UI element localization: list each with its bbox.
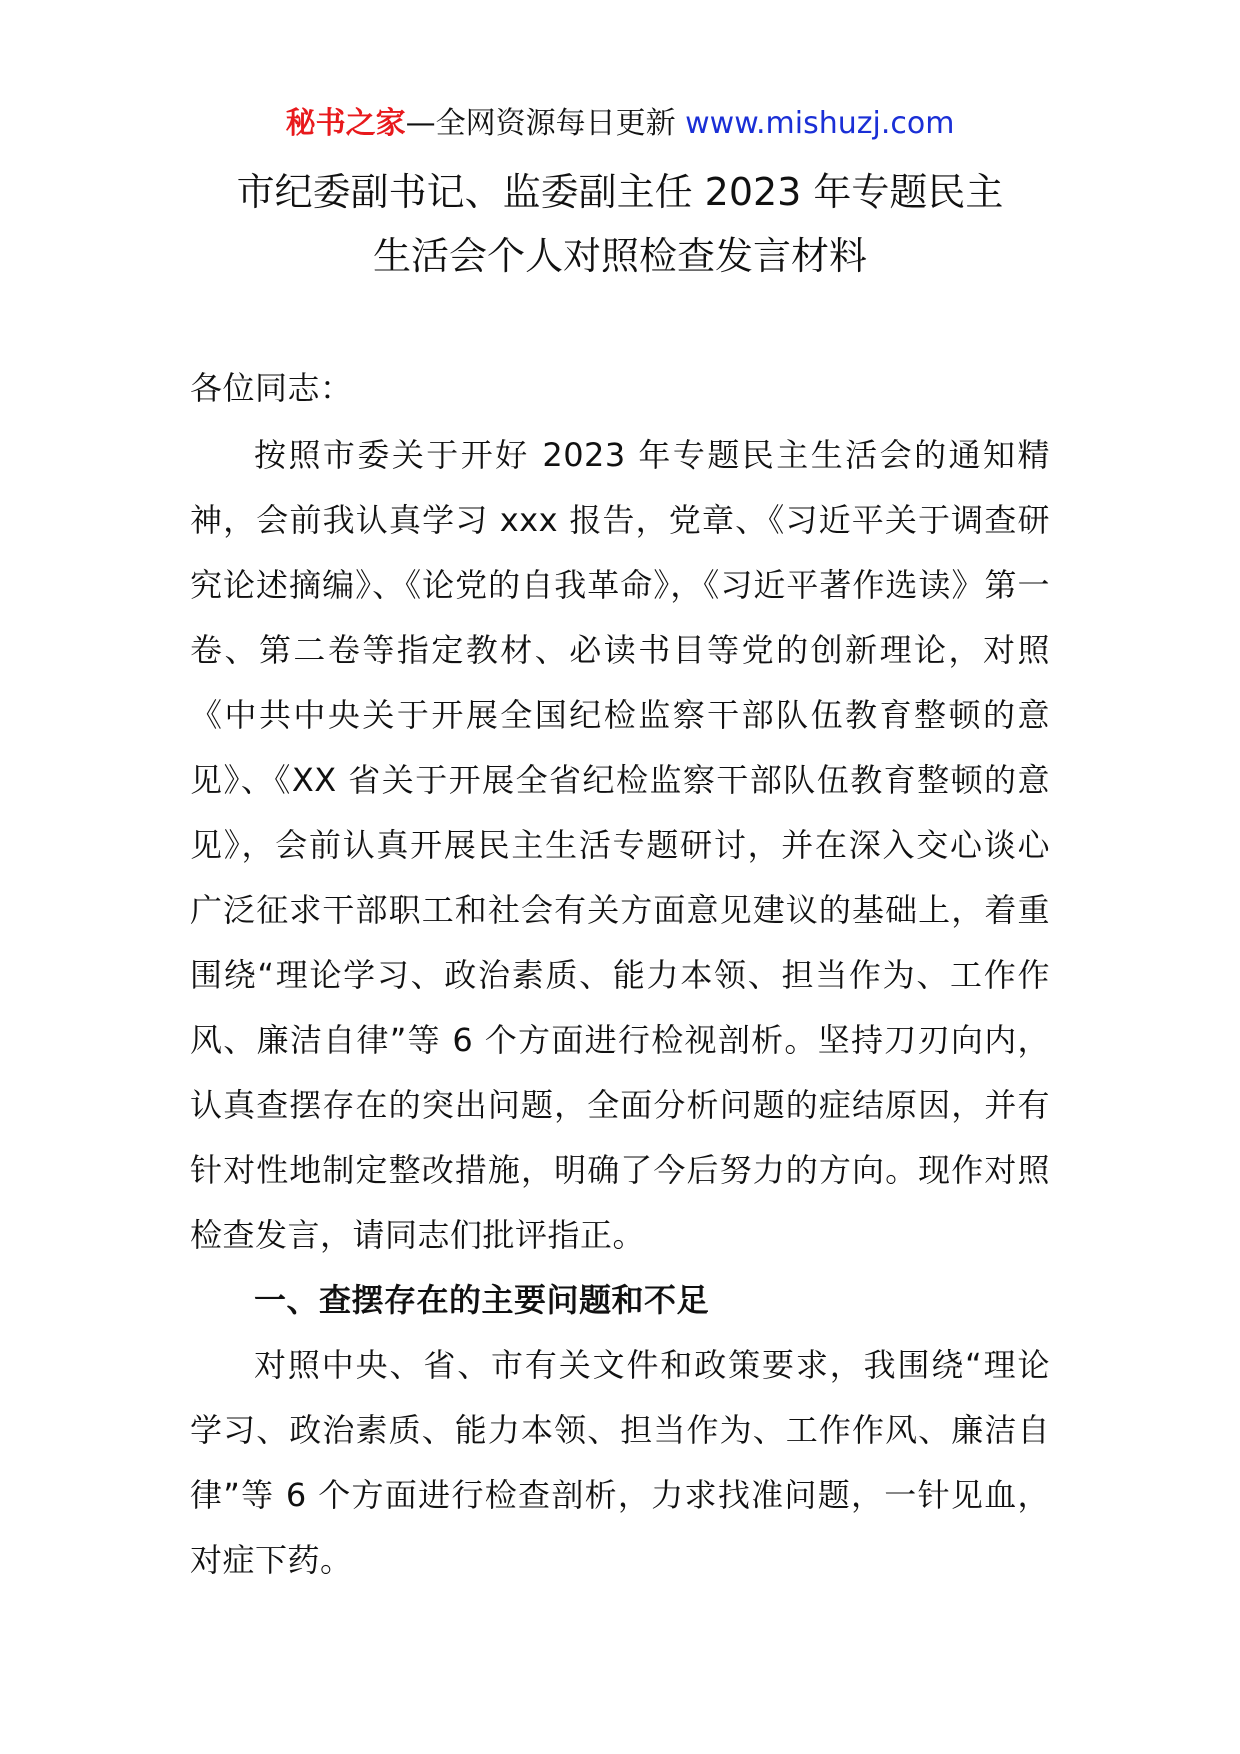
document-title-line-2: 生活会个人对照检查发言材料 xyxy=(372,234,867,278)
body-paragraph: 按照市委关于开好 2023 年专题民主生活会的通知精神，会前我认真学习 xxx 报告，党章、《习近平关于调查研究论述摘编》、《论党的自我革命》，《习近平著作选读》第一卷、第二卷等指定教材、必读书目等党的创新理论，对照《中共中央关于开展全国纪检监察干部队伍教育整顿的意见》、《XX 省关于开展全省纪检监察干部队伍教育整顿的意见》，会前认真开展民主生活专题研讨，并在深入交心谈心广泛征求干部职工和社会有关方面意见建议的基础上，着重围绕“理论学习、政治素质、能力本领、担当作为、工作作风、廉洁自律”等 6 个方面进行检视剖析。坚持刀刃向内，认真查摆存在的突出问题，全面分析问题的症结原因，并有针对性地制定整改措施，明确了今后努力的方向。现作对照检查发言，请同志们批评指正。 xyxy=(190,436,1050,1254)
header-tagline: —全网资源每日更新 xyxy=(405,106,676,141)
brand-name: 秘书之家 xyxy=(285,106,406,141)
site-header xyxy=(0,100,1240,148)
section-heading: 一、查摆存在的主要问题和不足 xyxy=(254,1281,710,1319)
document-title-line-1: 市纪委副书记、监委副主任 2023 年专题民主 xyxy=(236,170,1004,214)
site-url-link[interactable]: www.mishuzj.com xyxy=(685,106,955,141)
salutation: 各位同志： xyxy=(190,369,353,407)
document-body xyxy=(190,356,1050,1593)
body-paragraph: 对照中央、省、市有关文件和政策要求，我围绕“理论学习、政治素质、能力本领、担当作为、工作作风、廉洁自律”等 6 个方面进行检查剖析，力求找准问题，一针见血，对症下药。 xyxy=(190,1346,1050,1579)
document-title xyxy=(150,160,1090,288)
